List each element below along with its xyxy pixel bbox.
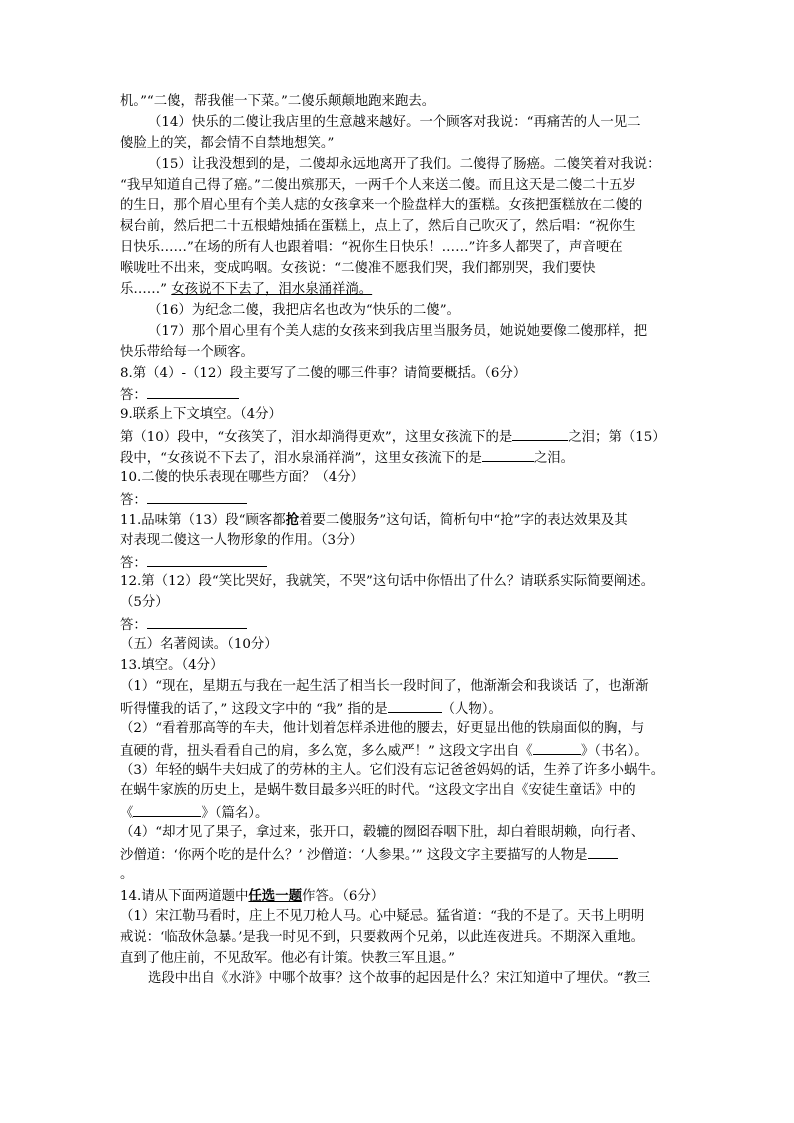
question-13: 13.填空。（4分） xyxy=(120,658,224,674)
text-line: 对表现二傻这一人物形象的作用。（3分） xyxy=(120,532,363,548)
answer-blank[interactable] xyxy=(147,552,267,567)
text-span: 之泪。 xyxy=(533,451,575,467)
text-span: 乐……” xyxy=(120,282,168,298)
fill-blank[interactable] xyxy=(482,447,534,462)
answer-label: 答： xyxy=(120,388,147,404)
fill-blank[interactable] xyxy=(512,426,568,441)
text-line: （1）“现在，星期五与我在一起生活了相当长一段时间了，他渐渐会和我谈话 了，也渐渐 xyxy=(120,678,649,694)
text-span: 11.品味第（13）段“顾客都 xyxy=(120,512,286,528)
question-14 xyxy=(120,886,680,907)
text-span: 作答。（6分） xyxy=(301,888,385,904)
answer-line xyxy=(120,552,680,573)
text-line: 的生日，那个眉心里有个美人痣的女孩拿来一个脸盘样大的蛋糕。女孩把蛋糕放在二傻的 xyxy=(120,198,643,214)
answer-label: 答： xyxy=(120,618,147,634)
text-line: 快乐带给每一个顾客。 xyxy=(120,344,254,360)
text-line: 日快乐……”在场的所有人也跟着唱：“祝你生日快乐！……”许多人都哭了，声音哽在 xyxy=(120,240,623,256)
answer-label: 答： xyxy=(120,555,147,571)
answer-blank[interactable] xyxy=(147,489,247,504)
bold-character: 抢 xyxy=(285,511,300,528)
question-9: 9.联系上下文填空。（4分） xyxy=(120,407,282,423)
text-line: （1）宋江勒马看时，庄上不见刀枪人马。心中疑忌。猛省道：“我的不是了。天书上明明 xyxy=(120,908,645,924)
text-span: 听得懂我的话了，” 这段文字中的 “我” 指的是 xyxy=(120,701,388,717)
text-line xyxy=(120,447,680,468)
question-11 xyxy=(120,510,680,531)
text-span: 段中，“女孩说不下去了，泪水泉涌祥淌”，这里女孩流下的是 xyxy=(120,451,482,467)
text-line xyxy=(120,426,680,447)
text-line: 机。”“二傻，帮我催一下菜。”二傻乐颠颠地跑来跑去。 xyxy=(120,94,436,109)
text-line: 选段中出自《水浒》中哪个故事？这个故事的起因是什么？宋江知道中了埋伏。“教三 xyxy=(148,971,651,987)
paragraph-16: （16）为纪念二傻，我把店名也改为“快乐的二傻”。 xyxy=(148,302,460,318)
text-span: 之泪；第（15） xyxy=(568,430,666,446)
fill-blank[interactable] xyxy=(588,844,618,859)
text-line xyxy=(120,844,680,865)
text-line: （4）“却才见了果子，拿过来，张开口，毂辘的囫囵吞咽下肚，却白着眼胡赖，向行者、 xyxy=(120,825,645,841)
section-heading: （五）名著阅读。（10分） xyxy=(120,637,278,653)
text-line xyxy=(120,280,680,301)
document-page xyxy=(120,92,680,990)
text-line: 戒说：‘临敌休急暴。’是我一时见不到，只要救两个兄弟，以此连夜进兵。不期深入重地。 xyxy=(120,929,645,945)
text-span: 14.请从下面两道题中 xyxy=(120,888,249,904)
text-line: （2）“看着那高等的车夫，他计划着怎样杀进他的腰去，好更显出他的铁扇面似的胸，与 xyxy=(120,720,645,736)
text-span: 《 xyxy=(120,806,134,822)
answer-line xyxy=(120,614,680,635)
text-line: 喉咙吐不出来，变成呜咽。女孩说：“二傻准不愿我们哭，我们都别哭，我们要快 xyxy=(120,261,596,277)
text-span: 沙僧道：‘你两个吃的是什么？’ 沙僧道：‘人参果。’” 这段文字主要描写的人物是 xyxy=(120,848,588,864)
answer-line xyxy=(120,384,680,405)
text-line xyxy=(120,698,680,719)
question-8: 8.第（4）-（12）段主要写了二傻的哪三件事？请简要概括。（6分） xyxy=(120,365,527,381)
text-span: 》（书名）。 xyxy=(580,743,648,759)
fill-blank[interactable] xyxy=(133,802,201,817)
emphasized-phrase: 任选一题 xyxy=(248,887,302,904)
question-12: 12.第（12）段“笑比哭好，我就笑，不哭”这句话中你悟出了什么？请联系实际简要阐述。 xyxy=(120,574,655,590)
paragraph-15: （15）让我没想到的是，二傻却永远地离开了我们。二傻得了肠癌。二傻笑着对我说： xyxy=(148,156,661,172)
text-line: “我早知道自己得了癌。”二傻出殡那天，一两千个人来送二傻。而且这天是二傻二十五岁 xyxy=(120,177,636,193)
text-span: （人物）。 xyxy=(441,701,502,717)
text-line: 直到了他庄前，不见敌军。他必有计策。快教三军且退。” xyxy=(120,950,455,966)
paragraph-17: （17）那个眉心里有个美人痣的女孩来到我店里当服务员，她说她要像二傻那样，把 xyxy=(148,323,648,339)
text-span: 第（10）段中，“女孩笑了，泪水却淌得更欢”，这里女孩流下的是 xyxy=(120,430,513,446)
text-line: 。 xyxy=(120,866,134,882)
paragraph-14: （14）快乐的二傻让我店里的生意越来越好。一个顾客对我说：“再痛苦的人一见二 xyxy=(148,114,641,130)
answer-blank[interactable] xyxy=(147,614,247,629)
fill-blank[interactable] xyxy=(533,740,581,755)
answer-label: 答： xyxy=(120,492,147,508)
fill-blank[interactable] xyxy=(388,698,442,713)
text-span: 》（篇名）。 xyxy=(201,806,269,822)
text-line: （5分） xyxy=(120,595,169,611)
text-line: 在蜗牛家族的历史上，是蜗牛数目最多兴旺的时代。“这段文字出自《安徒生童话》中的 xyxy=(120,783,636,799)
text-span: 着要二傻服务”这句话，简析句中“抢”字的表达效果及其 xyxy=(299,512,628,528)
underlined-sentence: 女孩说不下去了，泪水泉涌祥淌。 xyxy=(171,282,373,298)
question-10: 10.二傻的快乐表现在哪些方面？（4分） xyxy=(120,470,365,486)
text-line: 棂台前，然后把二十五根蜡烛插在蛋糕上，点上了，然后自己吹灭了，然后唱：“祝你生 xyxy=(120,219,636,235)
answer-blank[interactable] xyxy=(147,384,239,399)
text-line xyxy=(120,740,680,761)
text-line: 傻脸上的笑，都会情不自禁地想笑。” xyxy=(120,135,335,151)
text-line: （3）年轻的蜗牛夫妇成了的劳林的主人。它们没有忘记爸爸妈妈的话，生养了许多小蜗牛。 xyxy=(120,762,665,778)
text-line xyxy=(120,802,680,823)
answer-line xyxy=(120,489,680,510)
text-span: 直硬的背，扭头看看自己的肩，多么宽，多么威严！” 这段文字出自《 xyxy=(120,743,533,759)
